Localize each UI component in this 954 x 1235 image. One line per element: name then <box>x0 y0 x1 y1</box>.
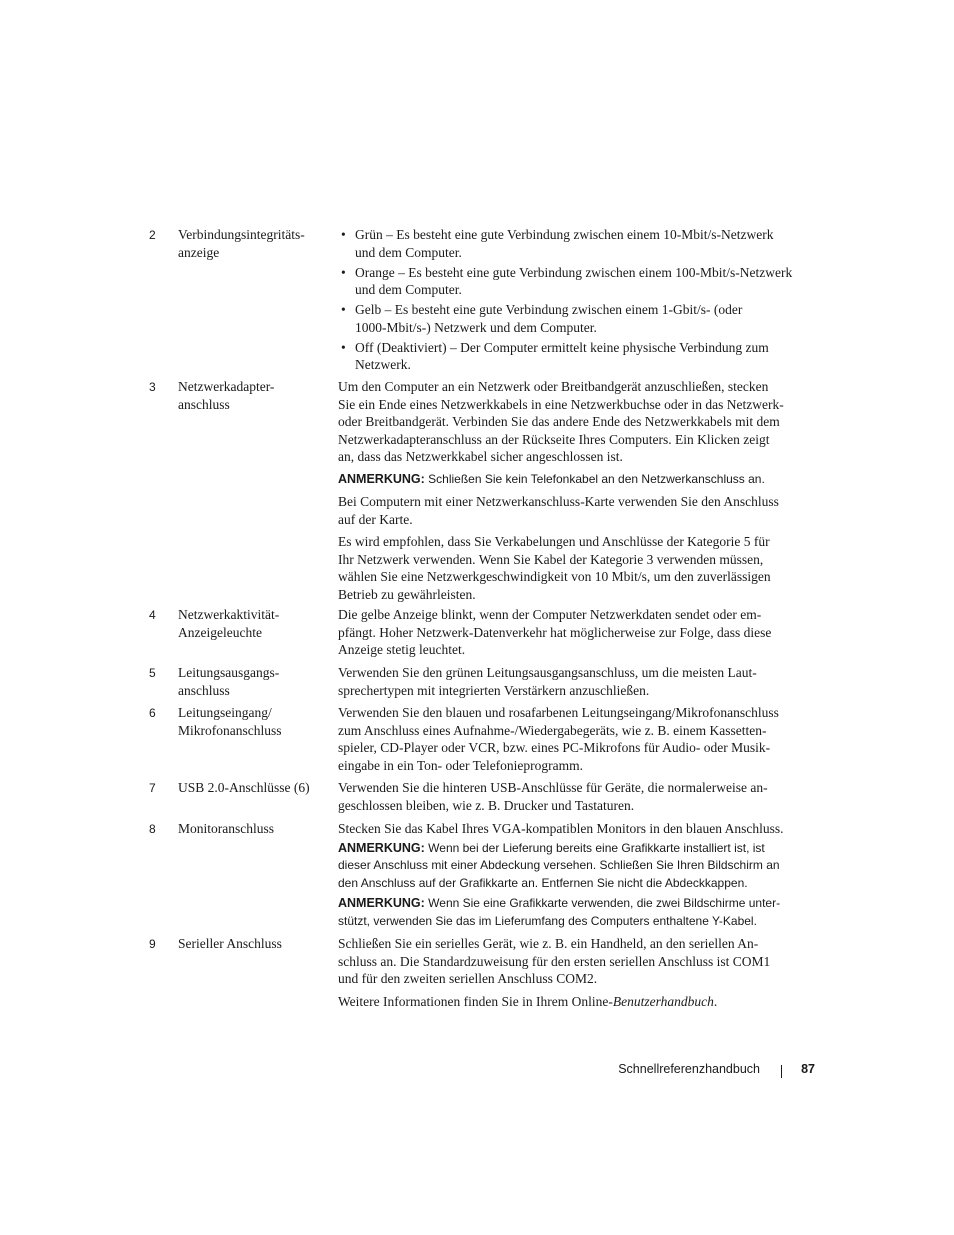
row-description <box>338 378 813 608</box>
bullet-icon: • <box>341 339 346 355</box>
note: ANMERKUNG: Wenn bei der Lieferung bereits eine Grafikkarte installiert ist, ist dieser Anschluss mit einer Abdeckung versehen. Schließen Sie Ihren Bildschirm an den Anschluss auf der Grafikkarte an. Entfernen Sie nicht die Abdeckkappen. <box>338 840 780 890</box>
paragraph: Weitere Informationen finden Sie in Ihrem Online-Benutzerhandbuch. <box>338 993 718 1009</box>
note-label: ANMERKUNG: <box>338 840 425 855</box>
row-description <box>338 606 813 664</box>
footer-title: Schnellreferenzhandbuch <box>618 1062 760 1076</box>
row-description <box>338 226 813 376</box>
list-item: • Orange – Es besteht eine gute Verbindung zwischen einem 100-Mbit/s-Netzwerk und dem Computer. <box>341 264 793 297</box>
paragraph: Stecken Sie das Kabel Ihres VGA-kompatiblen Monitors in den blauen Anschluss. <box>338 821 784 836</box>
row-term: Serieller Anschluss <box>178 936 282 951</box>
row-term: Monitoranschluss <box>178 821 274 836</box>
row-number: 4 <box>149 608 156 622</box>
paragraph: Schließen Sie ein serielles Gerät, wie z. B. ein Handheld, an den seriellen An- schluss an. Die Standardzuweisung für den ersten seriellen Anschluss ist COM1 und für den zweiten seriellen Anschluss COM2. <box>338 936 771 986</box>
status-bullet-list <box>338 226 813 374</box>
bullet-icon: • <box>341 302 346 317</box>
row-term: Verbindungsintegritäts- anzeige <box>178 227 305 260</box>
page-footer <box>560 1062 815 1080</box>
row-term: USB 2.0-Anschlüsse (6) <box>178 780 310 795</box>
paragraph: Die gelbe Anzeige blinkt, wenn der Computer Netzwerkdaten sendet oder em- pfängt. Hoher Netzwerk-Datenverkehr hat möglicherweise zur Folge, dass diese Anzeige stetig leuchtet. <box>338 607 772 657</box>
row-description <box>338 935 813 1015</box>
row-description <box>338 664 813 704</box>
row-term: Netzwerkaktivität- Anzeigeleuchte <box>178 607 280 640</box>
note-label: ANMERKUNG: <box>338 471 425 486</box>
paragraph: Verwenden Sie den blauen und rosafarbenen Leitungseingang/Mikrofonanschluss zum Anschluss eines Aufnahme-/Wiedergabegeräts, wie z. B. einem Kassetten- spieler, CD-Player oder VCR, bzw. eines PC-Mikrofons für Audio- oder Musik- eingabe in ein Ton- oder Telefonieprogramm. <box>338 705 779 773</box>
row-number: 3 <box>149 380 156 394</box>
page-number: 87 <box>801 1062 815 1076</box>
row-number: 8 <box>149 822 156 836</box>
paragraph: Es wird empfohlen, dass Sie Verkabelungen und Anschlüsse der Kategorie 5 für Ihr Netzwerk verwenden. Wenn Sie Kabel der Kategorie 3 verwenden müssen, wählen Sie eine Netzwerkgeschwindigkeit von 10 Mbit/s, um den zuverlässigen Betrieb zu gewährleisten. <box>338 534 771 602</box>
list-item: • Grün – Es besteht eine gute Verbindung zwischen einem 10-Mbit/s-Netzwerk und dem Computer. <box>341 227 774 260</box>
paragraph: Verwenden Sie den grünen Leitungsausgangsanschluss, um die meisten Laut- sprechertypen mit integrierten Verstärkern anzuschließen. <box>338 665 757 698</box>
row-description <box>338 820 813 935</box>
row-number: 6 <box>149 706 156 720</box>
footer-divider <box>781 1065 782 1078</box>
row-number: 5 <box>149 666 156 680</box>
list-item: • Off (Deaktiviert) – Der Computer ermittelt keine physische Verbindung zum Netzwerk. <box>341 339 769 372</box>
bullet-icon: • <box>341 227 346 242</box>
row-term: Leitungseingang/ Mikrofonanschluss <box>178 705 282 738</box>
note: ANMERKUNG: Wenn Sie eine Grafikkarte verwenden, die zwei Bildschirme unter- stützt, verwenden Sie das im Lieferumfang des Computers enthaltene Y-Kabel. <box>338 896 781 928</box>
list-item: • Gelb – Es besteht eine gute Verbindung zwischen einem 1-Gbit/s- (oder 1000-Mbit/s-) Netzwerk und dem Computer. <box>341 302 743 335</box>
manual-reference: Benutzerhandbuch <box>612 993 714 1009</box>
paragraph: Bei Computern mit einer Netzwerkanschluss-Karte verwenden Sie den Anschluss auf der Karte. <box>338 494 779 527</box>
row-term: Netzwerkadapter- anschluss <box>178 379 275 412</box>
row-number: 7 <box>149 781 156 795</box>
note-label: ANMERKUNG: <box>338 896 425 910</box>
row-term: Leitungsausgangs- anschluss <box>178 665 280 698</box>
row-number: 9 <box>149 937 156 951</box>
paragraph: Verwenden Sie die hinteren USB-Anschlüsse für Geräte, die normalerweise an- geschlossen bleiben, wie z. B. Drucker und Tastaturen. <box>338 780 768 813</box>
row-description <box>338 779 813 819</box>
note: ANMERKUNG: Schließen Sie kein Telefonkabel an den Netzwerkanschluss an. <box>338 471 765 486</box>
row-number: 2 <box>149 228 156 242</box>
bullet-icon: • <box>341 264 346 280</box>
paragraph: Um den Computer an ein Netzwerk oder Breitbandgerät anzuschließen, stecken Sie ein Ende eines Netzwerkkabels in eine Netzwerkbuchse oder in das Netzwerk- oder Breitbandgerät. Verbinden Sie das andere Ende des Netzwerkkabels mit dem Netzwerkadapteranschluss an der Rückseite Ihres Computers. Ein Klicken zeigt an, dass das Netzwerkkabel sicher angeschlossen ist. <box>338 379 784 464</box>
row-description <box>338 704 813 779</box>
